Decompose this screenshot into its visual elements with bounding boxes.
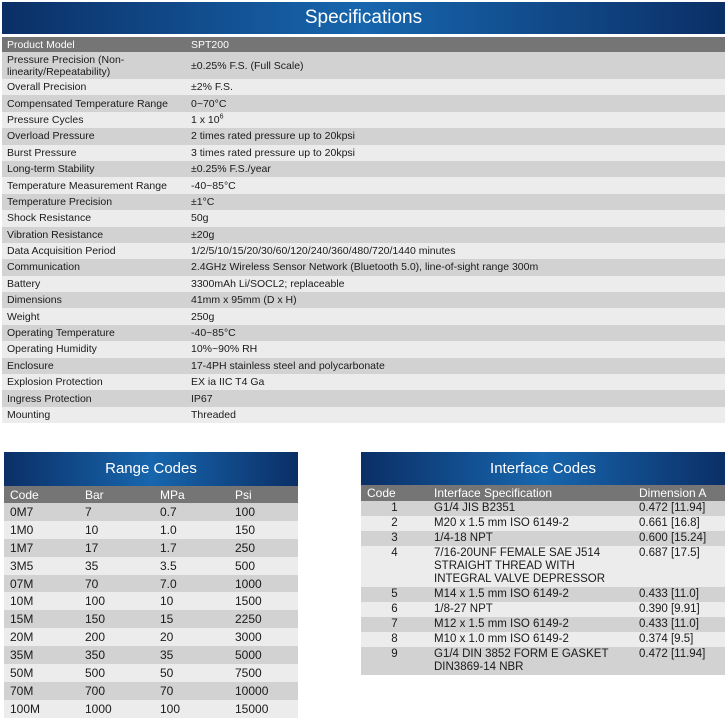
interface-spec-line: G1/4 JIS B2351 [434, 502, 516, 514]
spec-value-text: ±0.25% F.S. (Full Scale) [191, 59, 304, 72]
interface-row [361, 647, 725, 675]
range-col-mpa: MPa [154, 486, 229, 503]
range-codes-body [4, 503, 298, 718]
range-cell-bar: 7 [79, 503, 154, 521]
interface-row [361, 501, 725, 516]
spec-row [2, 308, 725, 324]
interface-codes-header-row [361, 485, 725, 501]
spec-row [2, 259, 725, 275]
range-cell-psi: 2250 [229, 610, 298, 628]
spec-value-text: 1/2/5/10/15/20/30/60/120/240/360/480/720/1440 minutes [191, 245, 456, 258]
spec-value-text: 50g [191, 212, 209, 225]
interface-spec-line: M20 x 1.5 mm ISO 6149-2 [434, 517, 569, 529]
spec-value-text: 10%~90% RH [191, 343, 258, 356]
range-row [4, 682, 298, 700]
range-cell-psi: 7500 [229, 664, 298, 682]
range-cell-psi: 1000 [229, 575, 298, 593]
specifications-header-row [2, 37, 725, 52]
spec-value [186, 112, 725, 128]
range-cell-code: 1M0 [4, 521, 79, 539]
range-row [4, 610, 298, 628]
interface-spec-line: 1/8-27 NPT [434, 603, 493, 615]
interface-dimension: 0.472 [11.94] [633, 501, 725, 516]
range-cell-psi: 500 [229, 557, 298, 575]
range-cell-psi: 1500 [229, 592, 298, 610]
interface-code: 7 [361, 617, 428, 632]
interface-spec [428, 587, 633, 602]
interface-codes-body [361, 501, 725, 675]
range-cell-bar: 150 [79, 610, 154, 628]
spec-row [2, 341, 725, 357]
spec-value [186, 358, 725, 374]
spec-value [186, 325, 725, 341]
spec-value-text: -40~85°C [191, 179, 236, 192]
interface-spec-line: G1/4 DIN 3852 FORM E GASKET [434, 648, 609, 660]
range-cell-code: 10M [4, 592, 79, 610]
spec-row [2, 325, 725, 341]
range-cell-bar: 350 [79, 646, 154, 664]
range-cell-code: 35M [4, 646, 79, 664]
spec-label: Burst Pressure [2, 145, 186, 161]
range-cell-code: 50M [4, 664, 79, 682]
spec-label: Dimensions [2, 292, 186, 308]
spec-row [2, 52, 725, 79]
product-model-label: Product Model [2, 37, 186, 52]
range-cell-mpa: 100 [154, 700, 229, 718]
interface-spec [428, 602, 633, 617]
interface-spec [428, 531, 633, 546]
spec-row [2, 210, 725, 226]
range-cell-bar: 1000 [79, 700, 154, 718]
spec-value [186, 95, 725, 111]
spec-label: Long-term Stability [2, 161, 186, 177]
range-row [4, 628, 298, 646]
interface-codes-title: Interface Codes [361, 452, 725, 485]
range-codes-table [4, 486, 298, 718]
interface-spec [428, 516, 633, 531]
spec-row [2, 390, 725, 406]
range-cell-psi: 150 [229, 521, 298, 539]
spec-value-text: 2.4GHz Wireless Sensor Network (Bluetooth 5.0), line-of-sight range 300m [191, 261, 539, 274]
range-cell-psi: 250 [229, 539, 298, 557]
spec-value [186, 390, 725, 406]
interface-row [361, 516, 725, 531]
interface-dimension: 0.374 [9.5] [633, 632, 725, 647]
range-row [4, 700, 298, 718]
range-cell-mpa: 3.5 [154, 557, 229, 575]
spec-label: Overall Precision [2, 79, 186, 95]
spec-row [2, 276, 725, 292]
spec-value-text: IP67 [191, 392, 213, 405]
spec-row [2, 112, 725, 128]
spec-value-exponent: 6 [219, 113, 224, 121]
spec-value-text: ±1°C [191, 195, 215, 208]
spec-value-text: ±0.25% F.S./year [191, 163, 271, 176]
spec-label: Pressure Cycles [2, 112, 186, 128]
spec-row [2, 358, 725, 374]
interface-row [361, 546, 725, 587]
spec-row [2, 194, 725, 210]
spec-value [186, 276, 725, 292]
interface-dimension: 0.433 [11.0] [633, 617, 725, 632]
spec-value [186, 341, 725, 357]
interface-dimension: 0.600 [15.24] [633, 531, 725, 546]
range-cell-psi: 5000 [229, 646, 298, 664]
range-row [4, 646, 298, 664]
spec-label: Enclosure [2, 358, 186, 374]
spec-value [186, 292, 725, 308]
spec-label: Operating Humidity [2, 341, 186, 357]
spec-label: Operating Temperature [2, 325, 186, 341]
range-cell-psi: 10000 [229, 682, 298, 700]
interface-row [361, 531, 725, 546]
specifications-table [2, 37, 725, 423]
spec-value-text: ±20g [191, 228, 215, 241]
interface-spec-line: STRAIGHT THREAD WITH [434, 560, 575, 572]
range-cell-mpa: 15 [154, 610, 229, 628]
range-row [4, 503, 298, 521]
spec-label: Explosion Protection [2, 374, 186, 390]
spec-value [186, 194, 725, 210]
range-cell-code: 3M5 [4, 557, 79, 575]
spec-label: Ingress Protection [2, 390, 186, 406]
range-cell-psi: 3000 [229, 628, 298, 646]
interface-spec [428, 647, 633, 675]
interface-col-dimension: Dimension A [633, 485, 725, 501]
specifications-title: Specifications [2, 2, 725, 34]
range-cell-mpa: 70 [154, 682, 229, 700]
interface-spec-line: 1/4-18 NPT [434, 532, 493, 544]
interface-spec-line: M12 x 1.5 mm ISO 6149-2 [434, 618, 569, 630]
interface-dimension: 0.687 [17.5] [633, 546, 725, 587]
range-codes-title: Range Codes [4, 452, 298, 486]
interface-code: 9 [361, 647, 428, 675]
spec-value [186, 145, 725, 161]
interface-spec [428, 632, 633, 647]
range-cell-mpa: 0.7 [154, 503, 229, 521]
spec-value-text: 41mm x 95mm (D x H) [191, 294, 297, 307]
range-cell-code: 1M7 [4, 539, 79, 557]
range-cell-bar: 700 [79, 682, 154, 700]
range-cell-mpa: 10 [154, 592, 229, 610]
spec-row [2, 177, 725, 193]
range-cell-psi: 100 [229, 503, 298, 521]
range-cell-mpa: 35 [154, 646, 229, 664]
spec-value [186, 374, 725, 390]
interface-code: 4 [361, 546, 428, 587]
range-cell-code: 70M [4, 682, 79, 700]
interface-spec-line: 7/16-20UNF FEMALE SAE J514 [434, 547, 601, 559]
interface-col-spec: Interface Specification [428, 485, 633, 501]
range-row [4, 557, 298, 575]
range-cell-code: 20M [4, 628, 79, 646]
range-cell-code: 100M [4, 700, 79, 718]
interface-spec [428, 617, 633, 632]
range-cell-bar: 35 [79, 557, 154, 575]
spec-value [186, 227, 725, 243]
interface-code: 5 [361, 587, 428, 602]
spec-value-text: 3300mAh Li/SOCL2; replaceable [191, 277, 345, 290]
spec-row [2, 407, 725, 423]
spec-label: Battery [2, 276, 186, 292]
range-row [4, 664, 298, 682]
range-cell-bar: 200 [79, 628, 154, 646]
spec-value-text: 0~70°C [191, 97, 227, 110]
spec-row [2, 161, 725, 177]
range-cell-bar: 17 [79, 539, 154, 557]
interface-row [361, 602, 725, 617]
interface-spec [428, 546, 633, 587]
interface-row [361, 632, 725, 647]
spec-label: Overload Pressure [2, 128, 186, 144]
product-model-value: SPT200 [186, 37, 725, 52]
spec-row [2, 292, 725, 308]
spec-row [2, 79, 725, 95]
interface-spec-line: M14 x 1.5 mm ISO 6149-2 [434, 588, 569, 600]
interface-code: 3 [361, 531, 428, 546]
range-col-code: Code [4, 486, 79, 503]
spec-label: Weight [2, 308, 186, 324]
interface-spec-line: M10 x 1.0 mm ISO 6149-2 [434, 633, 569, 645]
range-cell-psi: 15000 [229, 700, 298, 718]
spec-row [2, 227, 725, 243]
spec-value [186, 243, 725, 259]
range-cell-bar: 500 [79, 664, 154, 682]
range-cell-mpa: 1.0 [154, 521, 229, 539]
spec-value-text: 17-4PH stainless steel and polycarbonate [191, 359, 385, 372]
spec-value-text: 2 times rated pressure up to 20kpsi [191, 130, 356, 143]
spec-value-text: EX ia IIC T4 Ga [191, 376, 265, 389]
specifications-body [2, 37, 725, 423]
interface-row [361, 617, 725, 632]
range-cell-mpa: 20 [154, 628, 229, 646]
spec-label: Vibration Resistance [2, 227, 186, 243]
interface-dimension: 0.433 [11.0] [633, 587, 725, 602]
spec-row [2, 243, 725, 259]
interface-spec-line: INTEGRAL VALVE DEPRESSOR [434, 573, 606, 585]
interface-code: 6 [361, 602, 428, 617]
range-cell-bar: 70 [79, 575, 154, 593]
spec-value-text: 250g [191, 310, 215, 323]
spec-label: Communication [2, 259, 186, 275]
spec-value [186, 161, 725, 177]
spec-value [186, 308, 725, 324]
spec-label: Data Acquisition Period [2, 243, 186, 259]
spec-row [2, 145, 725, 161]
range-cell-mpa: 50 [154, 664, 229, 682]
interface-code: 1 [361, 501, 428, 516]
spec-value [186, 407, 725, 423]
range-col-bar: Bar [79, 486, 154, 503]
spec-row [2, 95, 725, 111]
spec-value-text: ±2% F.S. [191, 81, 233, 94]
interface-code: 8 [361, 632, 428, 647]
range-cell-mpa: 7.0 [154, 575, 229, 593]
interface-spec [428, 501, 633, 516]
range-cell-code: 15M [4, 610, 79, 628]
spec-label: Temperature Precision [2, 194, 186, 210]
spec-value-text: -40~85°C [191, 327, 236, 340]
interface-dimension: 0.472 [11.94] [633, 647, 725, 675]
spec-label: Pressure Precision (Non-linearity/Repeatability) [2, 52, 186, 79]
range-cell-code: 0M7 [4, 503, 79, 521]
range-cell-mpa: 1.7 [154, 539, 229, 557]
range-cell-bar: 100 [79, 592, 154, 610]
interface-col-code: Code [361, 485, 428, 501]
range-row [4, 539, 298, 557]
spec-label: Mounting [2, 407, 186, 423]
spec-label: Temperature Measurement Range [2, 177, 186, 193]
spec-value [186, 52, 725, 79]
range-col-psi: Psi [229, 486, 298, 503]
interface-dimension: 0.390 [9.91] [633, 602, 725, 617]
interface-dimension: 0.661 [16.8] [633, 516, 725, 531]
range-row [4, 592, 298, 610]
spec-label: Shock Resistance [2, 210, 186, 226]
range-row [4, 575, 298, 593]
spec-value-text: 1 x 10 [191, 113, 220, 126]
range-cell-code: 07M [4, 575, 79, 593]
interface-codes-table [361, 485, 725, 675]
interface-spec-line: DIN3869-14 NBR [434, 661, 524, 673]
spec-value [186, 128, 725, 144]
range-codes-header-row [4, 486, 298, 503]
spec-label: Compensated Temperature Range [2, 95, 186, 111]
spec-value-text: Threaded [191, 409, 236, 421]
interface-code: 2 [361, 516, 428, 531]
spec-value [186, 79, 725, 95]
spec-value [186, 177, 725, 193]
spec-row [2, 128, 725, 144]
interface-row [361, 587, 725, 602]
range-row [4, 521, 298, 539]
spec-value-text: 3 times rated pressure up to 20kpsi [191, 146, 356, 159]
spec-value [186, 210, 725, 226]
range-cell-bar: 10 [79, 521, 154, 539]
spec-row [2, 374, 725, 390]
spec-value [186, 259, 725, 275]
